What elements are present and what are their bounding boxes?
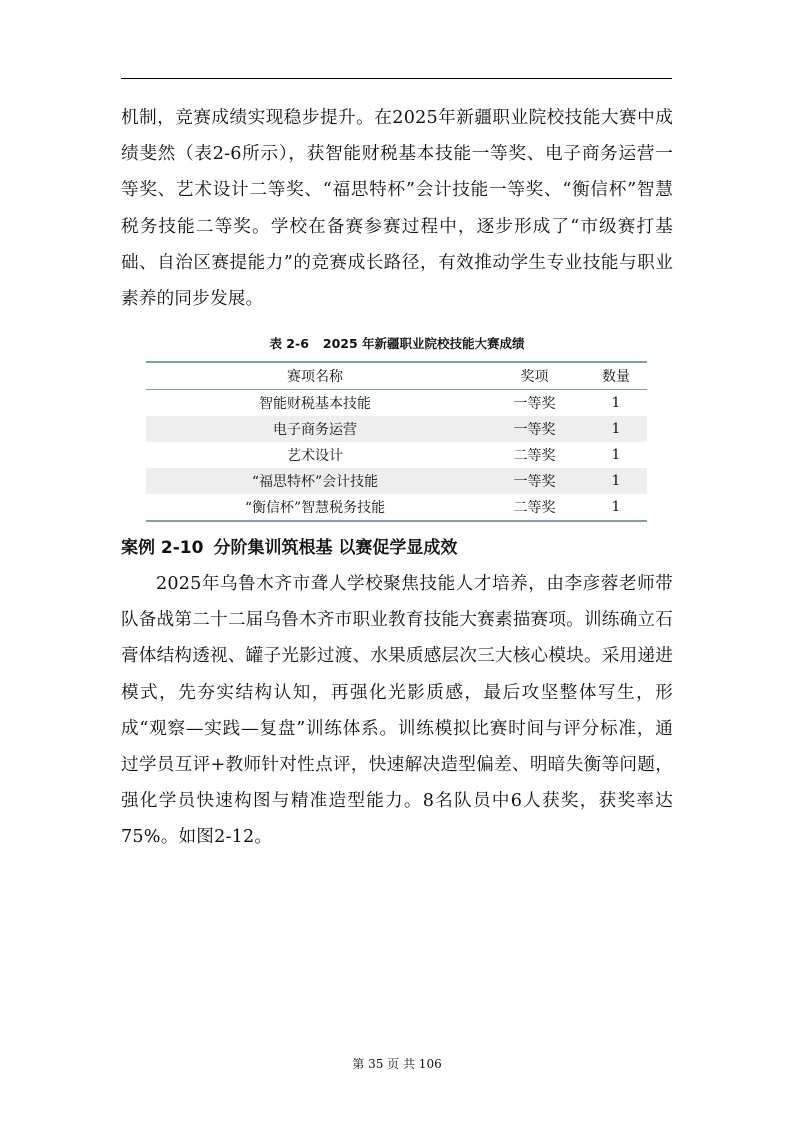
cell-event-name: “福思特杯”会计技能	[146, 468, 484, 494]
case-heading	[121, 535, 457, 561]
cell-award: 二等奖	[513, 448, 556, 464]
table-row	[146, 468, 647, 494]
body-paragraph-2: 2025年乌鲁木齐市聋人学校聚焦技能人才培养，由李彦蓉老师带队备战第二十二届乌鲁木齐市职业教育技能大赛素描赛项。训练确立石膏体结构透视、罐子光影过渡、水果质感层次三大核心模块。采用递进模式，先夯实结构认知，再强化光影质感，最后攻坚整体写生，形成“观察—实践—复盘”训练体系。训练模拟比赛时间与评分标准，通过学员互评+教师针对性点评，快速解决造型偏差、明暗失衡等问题，强化学员快速构图与精准造型能力。8名队员中6人获奖，获奖率达75%。如图2-12。	[121, 574, 673, 848]
cell-event-name: 智能财税基本技能	[259, 396, 371, 412]
header-count: 数量	[585, 362, 647, 390]
page-footer: 第 35 页 共 106	[352, 1057, 442, 1071]
table-row	[146, 442, 647, 468]
cell-event-name: “衡信杯”智慧税务技能	[244, 500, 386, 516]
table-caption-title: 2025 年新疆职业院校技能大赛成绩	[322, 336, 525, 351]
cell-count: 1	[585, 416, 647, 442]
table-row	[146, 494, 647, 521]
header-award: 奖项	[484, 362, 585, 390]
case-title: 分阶集训筑根基 以赛促学显成效	[213, 538, 458, 558]
table-row	[146, 416, 647, 442]
table-caption	[121, 336, 673, 352]
table-row	[146, 390, 647, 417]
cell-event-name: 艺术设计	[287, 448, 343, 464]
body-paragraph-1: 机制，竞赛成绩实现稳步提升。在2025年新疆职业院校技能大赛中成绩斐然（表2-6所示），获智能财税基本技能一等奖、电子商务运营一等奖、艺术设计二等奖、“福思特杯”会计技能一等奖、“衡信杯”智慧税务技能二等奖。学校在备赛参赛过程中，逐步形成了“市级赛打基础、自治区赛提能力”的竞赛成长路径，有效推动学生专业技能与职业素养的同步发展。	[121, 108, 673, 310]
cell-award: 一等奖	[484, 468, 585, 494]
table-header-row	[146, 362, 647, 390]
cell-award: 一等奖	[513, 396, 556, 412]
table-caption-label: 表 2-6	[269, 336, 309, 351]
cell-award: 一等奖	[484, 416, 585, 442]
header-rule	[121, 78, 672, 79]
case-label: 案例 2-10	[121, 538, 204, 558]
cell-count: 1	[611, 447, 621, 463]
cell-count: 1	[611, 395, 621, 411]
header-event-name: 赛项名称	[146, 362, 484, 390]
cell-award: 二等奖	[513, 500, 556, 516]
cell-count: 1	[611, 499, 621, 515]
awards-table	[146, 361, 647, 522]
cell-event-name: 电子商务运营	[146, 416, 484, 442]
cell-count: 1	[585, 468, 647, 494]
